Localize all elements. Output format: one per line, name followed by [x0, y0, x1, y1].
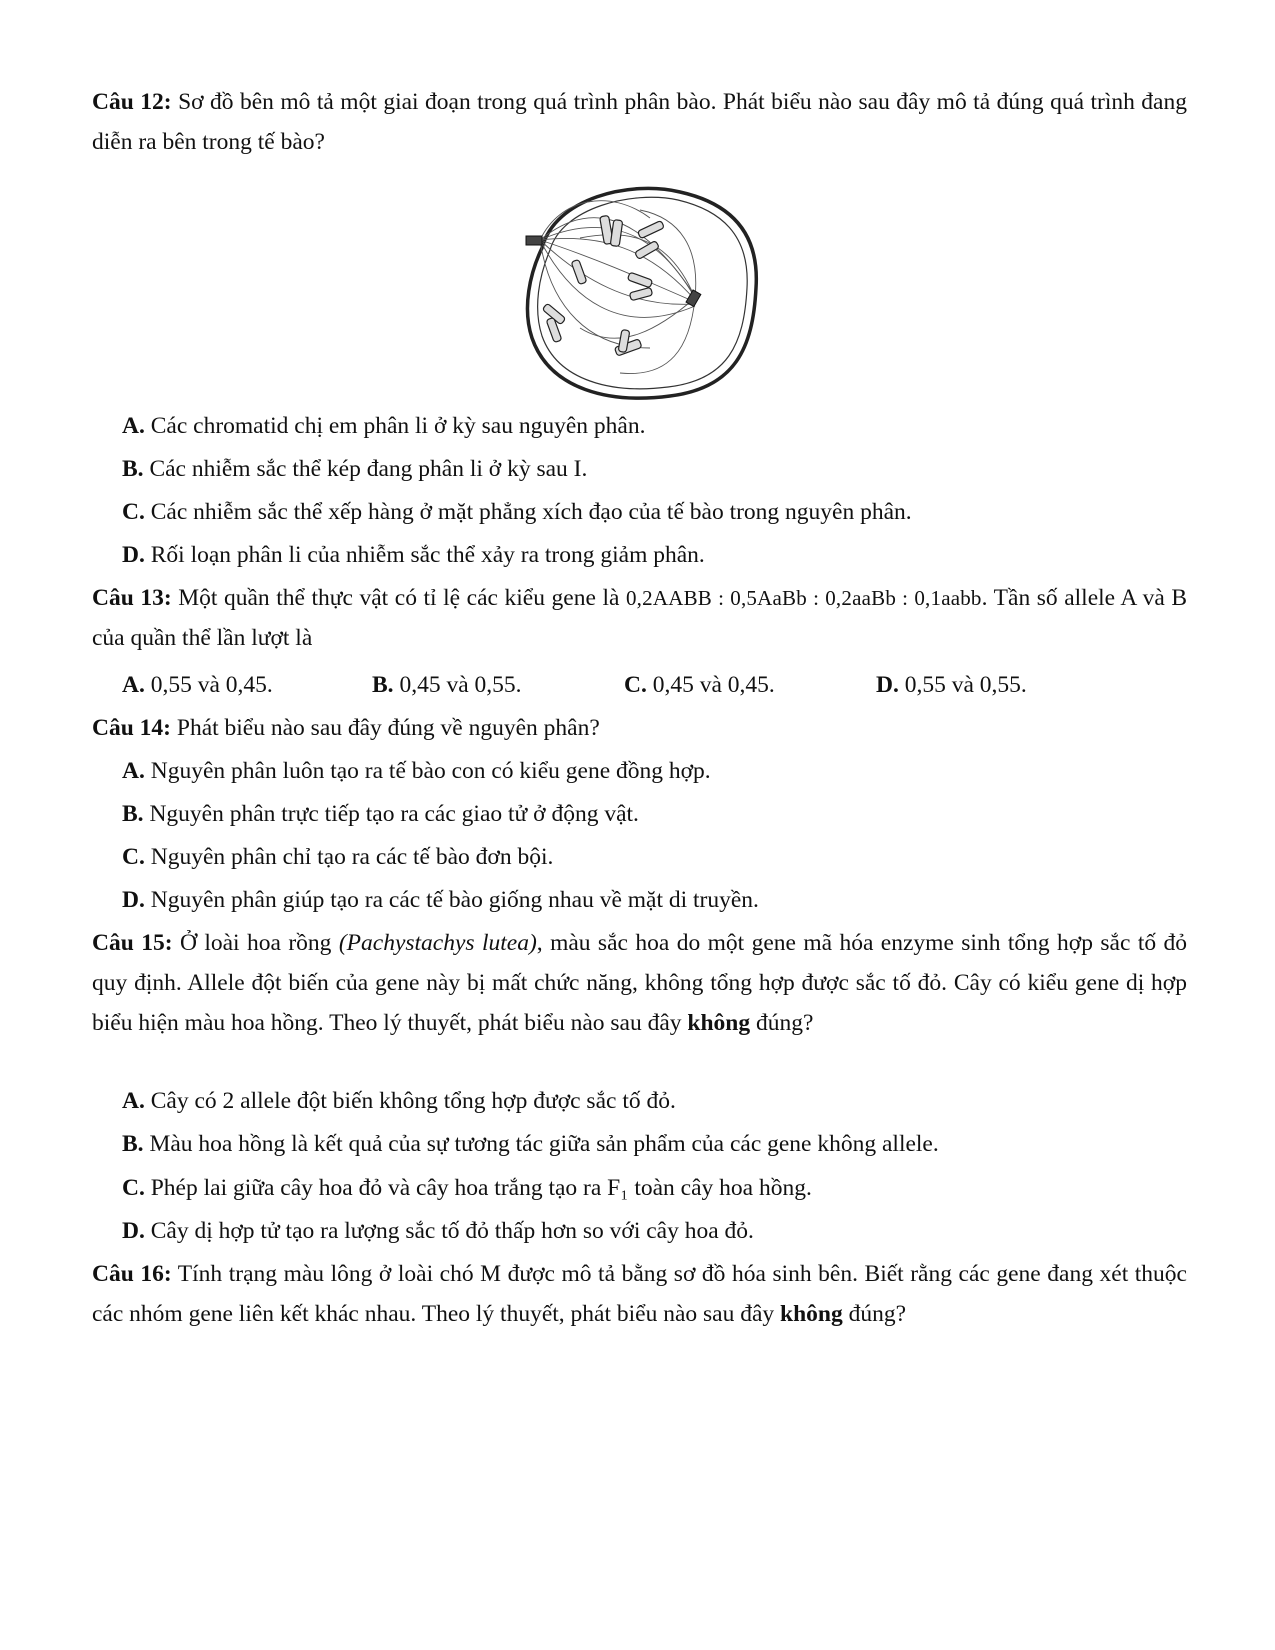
question-14-option-a[interactable]: A. Nguyên phân luôn tạo ra tế bào con có kiểu gene đồng hợp. [122, 758, 711, 784]
question-12-stem [92, 82, 1187, 162]
question-13-option-c[interactable]: C. 0,45 và 0,45. [624, 672, 775, 698]
question-15-label: Câu 15: [92, 930, 173, 956]
question-13-option-b[interactable]: B. 0,45 và 0,55. [372, 672, 522, 698]
question-16-stem: Câu 16: Tính trạng màu lông ở loài chó M được mô tả bằng sơ đồ hóa sinh bên. Biết rằng các gene đang xét thuộc các nhóm gene liên kết khác nhau. Theo lý thuyết, phát biểu nào sau đây không đúng? [92, 1261, 1187, 1327]
question-16-label: Câu 16: [92, 1261, 172, 1287]
question-14-option-b[interactable]: B. Nguyên phân trực tiếp tạo ra các giao tử ở động vật. [122, 801, 639, 827]
question-13-option-d[interactable]: D. 0,55 và 0,55. [876, 672, 1027, 698]
question-15-option-d[interactable]: D. Cây dị hợp tử tạo ra lượng sắc tố đỏ thấp hơn so với cây hoa đỏ. [122, 1218, 754, 1244]
genotype-formula: 0,2AABB : 0,5AaBb : 0,2aaBb : 0,1aabb [625, 586, 982, 610]
question-12-option-d[interactable]: D. Rối loạn phân li của nhiễm sắc thể xảy ra trong giảm phân. [122, 542, 705, 568]
question-14-stem: Câu 14: Phát biểu nào sau đây đúng về nguyên phân? [92, 715, 600, 741]
question-15-option-c[interactable]: C. Phép lai giữa cây hoa đỏ và cây hoa trắng tạo ra F₁ toàn cây hoa hồng. [122, 1175, 812, 1201]
question-13-label: Câu 13: [92, 585, 172, 611]
question-12-text: Sơ đồ bên mô tả một giai đoạn trong quá trình phân bào. Phát biểu nào sau đây mô tả đúng quá trình đang diễn ra bên trong tế bào? [92, 89, 1187, 155]
question-14-option-c[interactable]: C. Nguyên phân chỉ tạo ra các tế bào đơn bội. [122, 844, 554, 870]
question-13-stem: Câu 13: Một quần thể thực vật có tỉ lệ các kiểu gene là 0,2AABB : 0,5AaBb : 0,2aaBb : 0,1aabb. Tần số allele A và B của quần thể lần lượt là [92, 585, 1188, 651]
question-12-option-c[interactable]: C. Các nhiễm sắc thể xếp hàng ở mặt phẳng xích đạo của tế bào trong nguyên phân. [122, 499, 912, 525]
question-15-option-b[interactable]: B. Màu hoa hồng là kết quả của sự tương tác giữa sản phẩm của các gene không allele. [122, 1131, 939, 1157]
question-12-label: Câu 12: [92, 89, 172, 115]
question-15-stem: Câu 15: Ở loài hoa rồng (Pachystachys lutea), màu sắc hoa do một gene mã hóa enzyme sinh tổng hợp sắc tố đỏ quy định. Allele đột biến của gene này bị mất chức năng, không tổng hợp được sắc tố đỏ. Cây có kiểu gene dị hợp biểu hiện màu hoa hồng. Theo lý thuyết, phát biểu nào sau đây không đúng? [92, 930, 1188, 1036]
question-12-option-b[interactable]: B. Các nhiễm sắc thể kép đang phân li ở kỳ sau I. [122, 456, 588, 482]
question-14-label: Câu 14: [92, 715, 171, 741]
cell-division-figure [520, 178, 765, 413]
species-name: (Pachystachys lutea) [338, 930, 537, 956]
question-15-option-a[interactable]: A. Cây có 2 allele đột biến không tổng hợp được sắc tố đỏ. [122, 1088, 676, 1114]
question-13-option-a[interactable]: A. 0,55 và 0,45. [122, 672, 273, 698]
question-12-option-a[interactable]: A. Các chromatid chị em phân li ở kỳ sau nguyên phân. [122, 413, 646, 439]
question-14-option-d[interactable]: D. Nguyên phân giúp tạo ra các tế bào giống nhau về mặt di truyền. [122, 887, 759, 913]
